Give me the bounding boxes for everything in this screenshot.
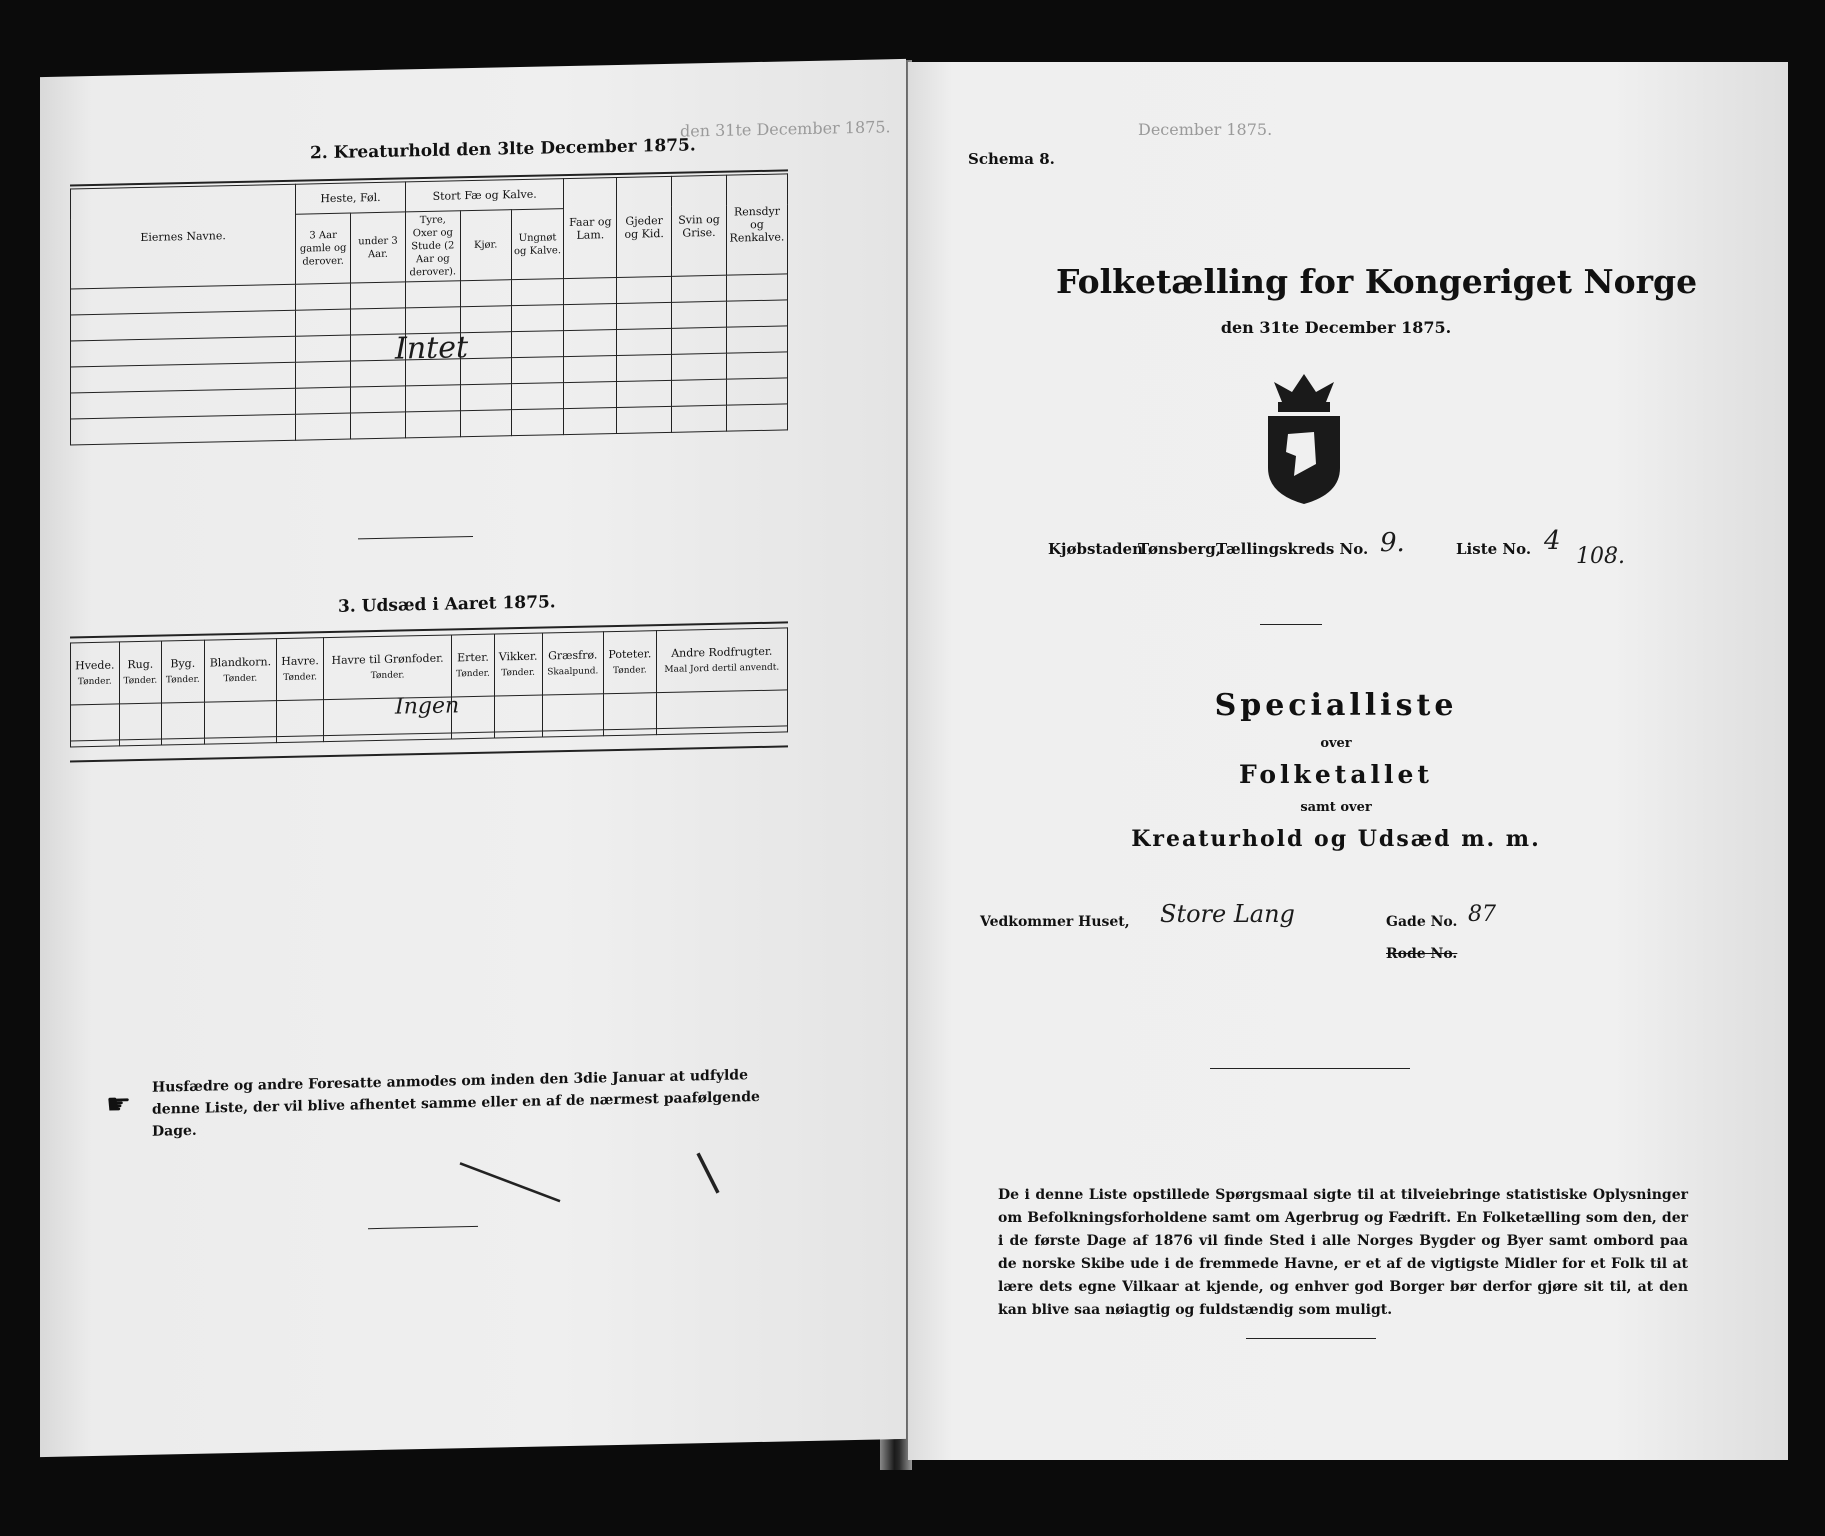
col-svin: Svin og Grise. xyxy=(672,175,727,276)
sowing-col-0 xyxy=(71,642,120,705)
sowing-col-unit: Maal Jord dertil anvendt. xyxy=(664,662,780,675)
sowing-col-4 xyxy=(277,638,324,701)
col-heste-3aar: 3 Aar gamle og derover. xyxy=(296,213,351,284)
right-page xyxy=(908,62,1788,1460)
sowing-col-name: Blandkorn. xyxy=(209,654,272,670)
sowing-col-7 xyxy=(494,633,542,696)
vedkommer-label: Vedkommer Huset, xyxy=(980,914,1130,930)
liste-label: Liste No. xyxy=(1456,540,1532,558)
sowing-col-unit: Tønder. xyxy=(612,664,647,676)
sowing-col-unit: Tønder. xyxy=(370,669,405,681)
document-title: Folketælling for Kongeriget Norge xyxy=(1056,262,1698,301)
divider xyxy=(1260,624,1322,625)
sowing-col-name: Erter. xyxy=(457,650,489,664)
sowing-col-6 xyxy=(452,634,494,697)
kreds-value: 9. xyxy=(1380,528,1405,558)
sowing-col-unit: Tønder. xyxy=(77,676,112,687)
sowing-col-unit: Tønder. xyxy=(283,671,317,683)
kjobstaden-value: Tønsberg, xyxy=(1138,540,1221,558)
schema-label: Schema 8. xyxy=(968,150,1055,168)
left-page xyxy=(40,59,906,1457)
col-kjor: Kjør. xyxy=(460,210,511,281)
livestock-table xyxy=(70,173,788,445)
sowing-table xyxy=(70,627,788,747)
sowing-handwriting: Ingen xyxy=(395,693,460,720)
sowing-col-name: Vikker. xyxy=(498,649,538,663)
pen-stroke-marks xyxy=(440,1147,740,1213)
col-rensdyr: Rensdyr og Renkalve. xyxy=(726,174,787,275)
sowing-col-name: Rug. xyxy=(127,657,154,671)
ghost-top-heading: December 1875. xyxy=(1138,120,1273,139)
pointing-hand-icon: ☛ xyxy=(106,1087,132,1121)
sowing-col-2 xyxy=(162,640,204,703)
sowing-col-unit: Tønder. xyxy=(123,675,158,686)
rode-label: Rode No. xyxy=(1386,946,1458,962)
kreds-label: Tællingskreds No. xyxy=(1216,540,1369,558)
divider xyxy=(368,1226,478,1229)
kreaturhold-heading: Kreaturhold og Udsæd m. m. xyxy=(1131,826,1541,852)
col-ungnot: Ungnøt og Kalve. xyxy=(511,209,564,280)
coat-of-arms-icon xyxy=(1256,372,1352,506)
intro-paragraph: De i denne Liste opstillede Spørgsmaal sigte til at tilveiebringe statistiske Oplysninger om Befolkningsforholdene samt om Agerbrug og Fædrift. En Folketælling som den, der i de første Dage af 1876 vil finde Sted i alle Norges Bygder og Byer samt ombord paa de norske Skibe ude i de fremmede Havne, er et af de vigtigste Midler for et Folk til at lære dets egne Vilkaar at kjende, og enhver god Borger bør derfor gjøre sit til, at den kan blive saa nøiagtig og fuldstændig som muligt. xyxy=(998,1187,1688,1318)
grp-heste: Heste, Føl. xyxy=(296,182,406,214)
col-heste-under3: under 3 Aar. xyxy=(351,212,406,283)
ghost-heading: den 31te December 1875. xyxy=(680,117,891,141)
sowing-col-10 xyxy=(656,628,787,693)
sowing-col-name: Havre. xyxy=(281,653,319,668)
document-date: den 31te December 1875. xyxy=(1220,318,1452,337)
sowing-col-name: Poteter. xyxy=(608,646,652,661)
section2-heading: 2. Kreaturhold den 3lte December 1875. xyxy=(310,135,696,164)
footnote: Husfædre og andre Foresatte anmodes om inden den 3die Januar at udfylde denne Liste, der vil blive afhentet samme eller en af de nærmest paafølgende Dage. xyxy=(152,1067,760,1140)
sowing-col-name: Andre Rodfrugter. xyxy=(671,644,773,660)
col-tyre: Tyre, Oxer og Stude (2 Aar og derover). xyxy=(405,211,460,282)
kjobstaden-label: Kjøbstaden xyxy=(1048,540,1143,558)
col-gjeder: Gjeder og Kid. xyxy=(617,176,672,277)
street-value: Store Lang xyxy=(1160,900,1295,928)
livestock-handwriting: Intet xyxy=(395,330,469,367)
sowing-col-name: Hvede. xyxy=(75,658,115,672)
grp-stort-fae: Stort Fæ og Kalve. xyxy=(405,179,564,212)
specialliste-heading: Specialliste xyxy=(1214,688,1458,723)
sowing-col-unit: Tønder. xyxy=(165,674,200,685)
sowing-col-9 xyxy=(604,631,657,694)
sowing-col-5 xyxy=(323,635,451,700)
sowing-col-unit: Skaalpund. xyxy=(547,665,599,677)
sowing-col-name: Græsfrø. xyxy=(548,647,598,662)
liste-value-2: 108. xyxy=(1576,544,1625,569)
col-faar: Faar og Lam. xyxy=(564,177,617,278)
divider xyxy=(1210,1068,1410,1069)
gade-label: Gade No. xyxy=(1386,914,1458,930)
folketallet-heading: Folketallet xyxy=(1239,760,1433,789)
sowing-col-3 xyxy=(204,639,277,703)
liste-value: 4 xyxy=(1544,526,1561,556)
sowing-col-name: Havre til Grønfoder. xyxy=(331,651,444,667)
sowing-col-8 xyxy=(542,632,604,695)
section3-heading: 3. Udsæd i Aaret 1875. xyxy=(338,592,556,617)
samt-over-label: samt over xyxy=(1300,800,1372,815)
sowing-col-unit: Tønder. xyxy=(456,668,490,679)
divider xyxy=(70,745,788,762)
sowing-col-unit: Tønder. xyxy=(501,667,535,678)
col-eiernes-navne: Eiernes Navne. xyxy=(71,184,296,289)
sowing-col-1 xyxy=(119,641,161,704)
over-label: over xyxy=(1320,736,1352,751)
gade-value: 87 xyxy=(1468,902,1496,927)
divider xyxy=(358,536,473,539)
sowing-col-name: Byg. xyxy=(170,656,196,670)
divider xyxy=(1246,1338,1376,1339)
sowing-col-unit: Tønder. xyxy=(223,673,258,684)
